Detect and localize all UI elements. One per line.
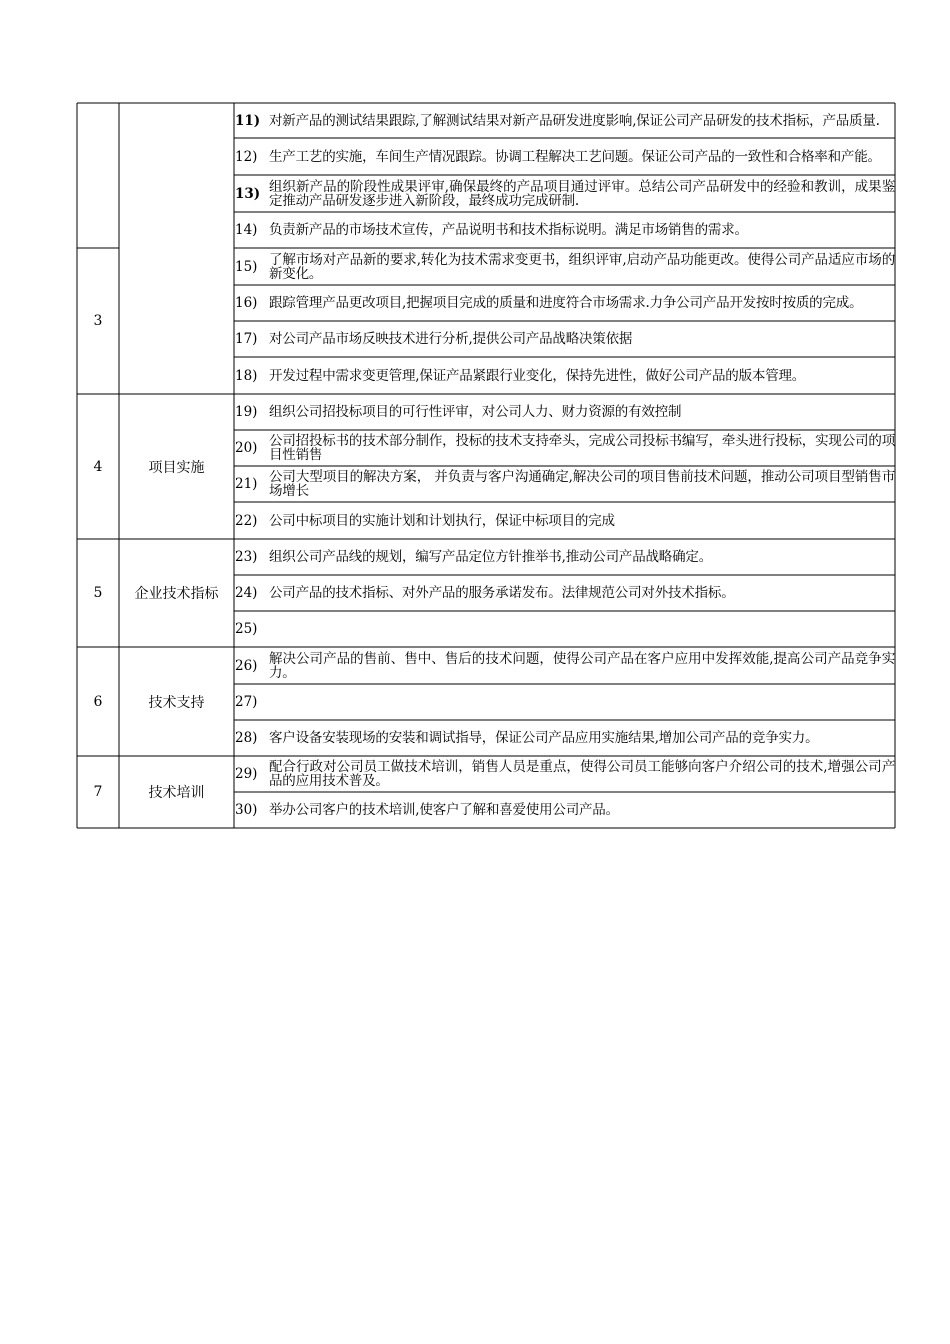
row-text: 对公司产品市场反映技术进行分析,提供公司产品战略决策依据 <box>269 331 633 347</box>
row-number: 24) <box>235 585 258 601</box>
row-number: 12) <box>235 148 258 165</box>
table-row <box>235 175 895 212</box>
table-row <box>235 357 895 394</box>
group-category: 技术支持 <box>148 694 205 711</box>
table-row <box>235 792 895 828</box>
table-row <box>235 321 895 357</box>
row-number: 13) <box>235 185 261 202</box>
row-number: 30) <box>235 802 258 818</box>
row-text: 生产工艺的实施，车间生产情况跟踪。协调工程解决工艺问题。保证公司产品的一致性和合格率和产能。 <box>269 148 881 165</box>
row-text: 公司大型项目的解决方案， 并负责与客户沟通确定,解决公司的项目售前技术问题，推动公司项目型销售市场增长 <box>269 469 895 499</box>
row-number: 11) <box>235 112 261 129</box>
row-number: 27) <box>235 694 258 710</box>
row-text: 跟踪管理产品更改项目,把握项目完成的质量和进度符合市场需求.力争公司产品开发按时按质的完成。 <box>269 295 863 311</box>
table-row <box>235 285 895 321</box>
row-text: 组织公司产品线的规划，编写产品定位方针推举书,推动公司产品战略确定。 <box>269 549 712 565</box>
row-text: 配合行政对公司员工做技术培训，销售人员是重点，使得公司员工能够向客户介绍公司的技术,增强公司产品的应用技术普及。 <box>269 759 895 789</box>
table-row <box>235 756 895 792</box>
row-number: 14) <box>235 222 258 238</box>
row-number: 21) <box>235 476 258 492</box>
table-row <box>235 575 895 611</box>
row-text: 公司中标项目的实施计划和计划执行，保证中标项目的完成 <box>269 512 615 529</box>
group-category: 项目实施 <box>148 459 205 476</box>
table-row <box>235 138 895 175</box>
row-text: 公司招投标书的技术部分制作，投标的技术支持牵头，完成公司投标书编写，牵头进行投标，实现公司的项目性销售 <box>269 433 895 463</box>
table-row <box>235 248 895 285</box>
table-row <box>235 103 895 138</box>
row-number: 22) <box>235 512 258 529</box>
row-number: 15) <box>235 258 258 275</box>
row-text: 了解市场对产品新的要求,转化为技术需求变更书，组织评审,启动产品功能更改。使得公司产品适应市场的新变化。 <box>269 251 895 282</box>
row-number: 20) <box>235 440 258 456</box>
row-text: 解决公司产品的售前、售中、售后的技术问题，使得公司产品在客户应用中发挥效能,提高公司产品竞争实力。 <box>269 650 895 681</box>
row-number: 28) <box>235 730 258 746</box>
table-row <box>235 684 895 720</box>
table-row <box>235 430 895 466</box>
table-row <box>235 611 895 647</box>
row-text: 组织公司招投标项目的可行性评审，对公司人力、财力资源的有效控制 <box>269 404 682 420</box>
group-category: 技术培训 <box>148 785 205 801</box>
row-text: 对新产品的测试结果跟踪,了解测试结果对新产品研发进度影响,保证公司产品研发的技术指标，产品质量. <box>269 112 880 129</box>
row-number: 25) <box>235 621 258 637</box>
row-text: 公司产品的技术指标、对外产品的服务承诺发布。法律规范公司对外技术指标。 <box>269 585 735 601</box>
row-number: 19) <box>235 404 258 420</box>
table-row <box>235 502 895 539</box>
group-number: 3 <box>93 313 103 329</box>
group-number: 4 <box>93 458 103 475</box>
table-row <box>235 647 895 684</box>
row-text: 开发过程中需求变更管理,保证产品紧跟行业变化，保持先进性，做好公司产品的版本管理。 <box>269 367 806 384</box>
table-row <box>235 466 895 502</box>
group-number: 5 <box>93 585 103 601</box>
table-row <box>235 394 895 430</box>
row-text: 组织新产品的阶段性成果评审,确保最终的产品项目通过评审。总结公司产品研发中的经验和教训，成果鉴定推动产品研发逐步进入新阶段，最终成功完成研制. <box>269 178 895 209</box>
row-number: 26) <box>235 657 258 674</box>
table-row <box>235 720 895 756</box>
table-row <box>235 212 895 248</box>
row-text: 客户设备安装现场的安装和调试指导，保证公司产品应用实施结果,增加公司产品的竞争实力。 <box>269 730 819 746</box>
row-number: 29) <box>235 766 258 782</box>
row-number: 18) <box>235 367 258 384</box>
row-number: 23) <box>235 549 258 565</box>
row-number: 17) <box>235 331 258 347</box>
row-text: 负责新产品的市场技术宣传，产品说明书和技术指标说明。满足市场销售的需求。 <box>269 222 748 238</box>
table-row <box>235 539 895 575</box>
row-number: 16) <box>235 295 258 311</box>
group-category: 企业技术指标 <box>134 586 219 602</box>
row-text: 举办公司客户的技术培训,使客户了解和喜爱使用公司产品。 <box>269 802 619 818</box>
group-number: 7 <box>93 784 103 800</box>
group-number: 6 <box>93 693 103 710</box>
